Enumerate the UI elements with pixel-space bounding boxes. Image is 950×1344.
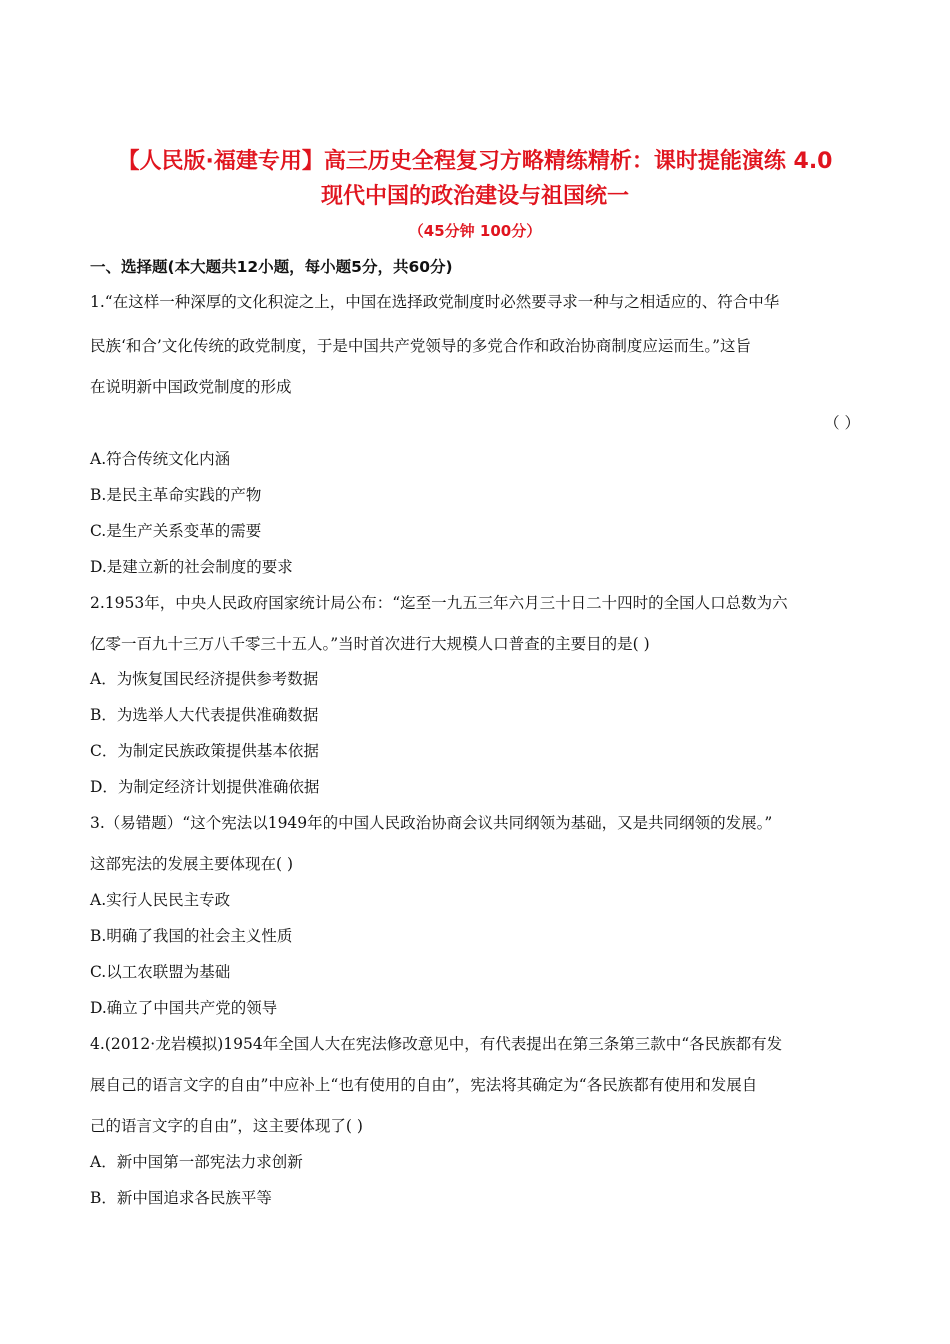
question-3-line-1: 3.（易错题）“这个宪法以1949年的中国人民政治协商会议共同纲领为基础，又是共同纲领的发展。”	[90, 814, 773, 832]
document-title-line2: 现代中国的政治建设与祖国统一	[320, 184, 629, 209]
question-4-line-2: 展自己的语言文字的自由”中应补上“也有使用的自由”，宪法将其确定为“各民族都有使用和发展自	[90, 1076, 758, 1094]
question-3-option-a: A.实行人民民主专政	[90, 891, 231, 909]
question-2-line-2: 亿零一百九十三万八千零三十五人。”当时首次进行大规模人口普查的主要目的是( )	[90, 635, 650, 653]
question-1-line-2: 民族‘和合’文化传统的政党制度，于是中国共产党领导的多党合作和政治协商制度应运而生。”这旨	[90, 337, 752, 355]
question-1-line-1: 1.“在这样一种深厚的文化积淀之上，中国在选择政党制度时必然要寻求一种与之相适应的、符合中华	[90, 293, 780, 311]
question-2-option-b: B．为选举人大代表提供准确数据	[90, 706, 319, 724]
question-4-line-3: 己的语言文字的自由”，这主要体现了( )	[90, 1117, 363, 1135]
question-3-option-c: C.以工农联盟为基础	[90, 963, 231, 981]
question-1-option-c: C.是生产关系变革的需要	[90, 522, 262, 540]
question-4-line-1: 4.(2012·龙岩模拟)1954年全国人大在宪法修改意见中，有代表提出在第三条第三款中“各民族都有发	[90, 1035, 783, 1053]
question-2-option-d: D．为制定经济计划提供准确依据	[90, 778, 320, 796]
document-title-line1: 【人民版·福建专用】高三历史全程复习方略精练精析：课时提能演练 4.0	[117, 149, 833, 174]
question-1-answer-blank: （ ）	[824, 414, 860, 432]
question-4-option-a: A．新中国第一部宪法力求创新	[90, 1153, 303, 1171]
question-3-line-2: 这部宪法的发展主要体现在( )	[90, 855, 294, 873]
question-3-option-d: D.确立了中国共产党的领导	[90, 999, 278, 1017]
time-score-note: （45分钟 100分）	[408, 222, 542, 240]
section-heading: 一、选择题(本大题共12小题，每小题5分，共60分)	[90, 258, 453, 276]
question-4-option-b: B．新中国追求各民族平等	[90, 1189, 272, 1207]
question-1-option-b: B.是民主革命实践的产物	[90, 486, 262, 504]
question-2-option-a: A．为恢复国民经济提供参考数据	[90, 670, 319, 688]
question-3-option-b: B.明确了我国的社会主义性质	[90, 927, 293, 945]
question-2-line-1: 2.1953年，中央人民政府国家统计局公布：“迄至一九五三年六月三十日二十四时的全国人口总数为六	[90, 594, 788, 612]
question-2-option-c: C．为制定民族政策提供基本依据	[90, 742, 319, 760]
question-1-option-d: D.是建立新的社会制度的要求	[90, 558, 293, 576]
question-1-line-3: 在说明新中国政党制度的形成	[90, 378, 292, 396]
question-1-option-a: A.符合传统文化内涵	[90, 450, 231, 468]
